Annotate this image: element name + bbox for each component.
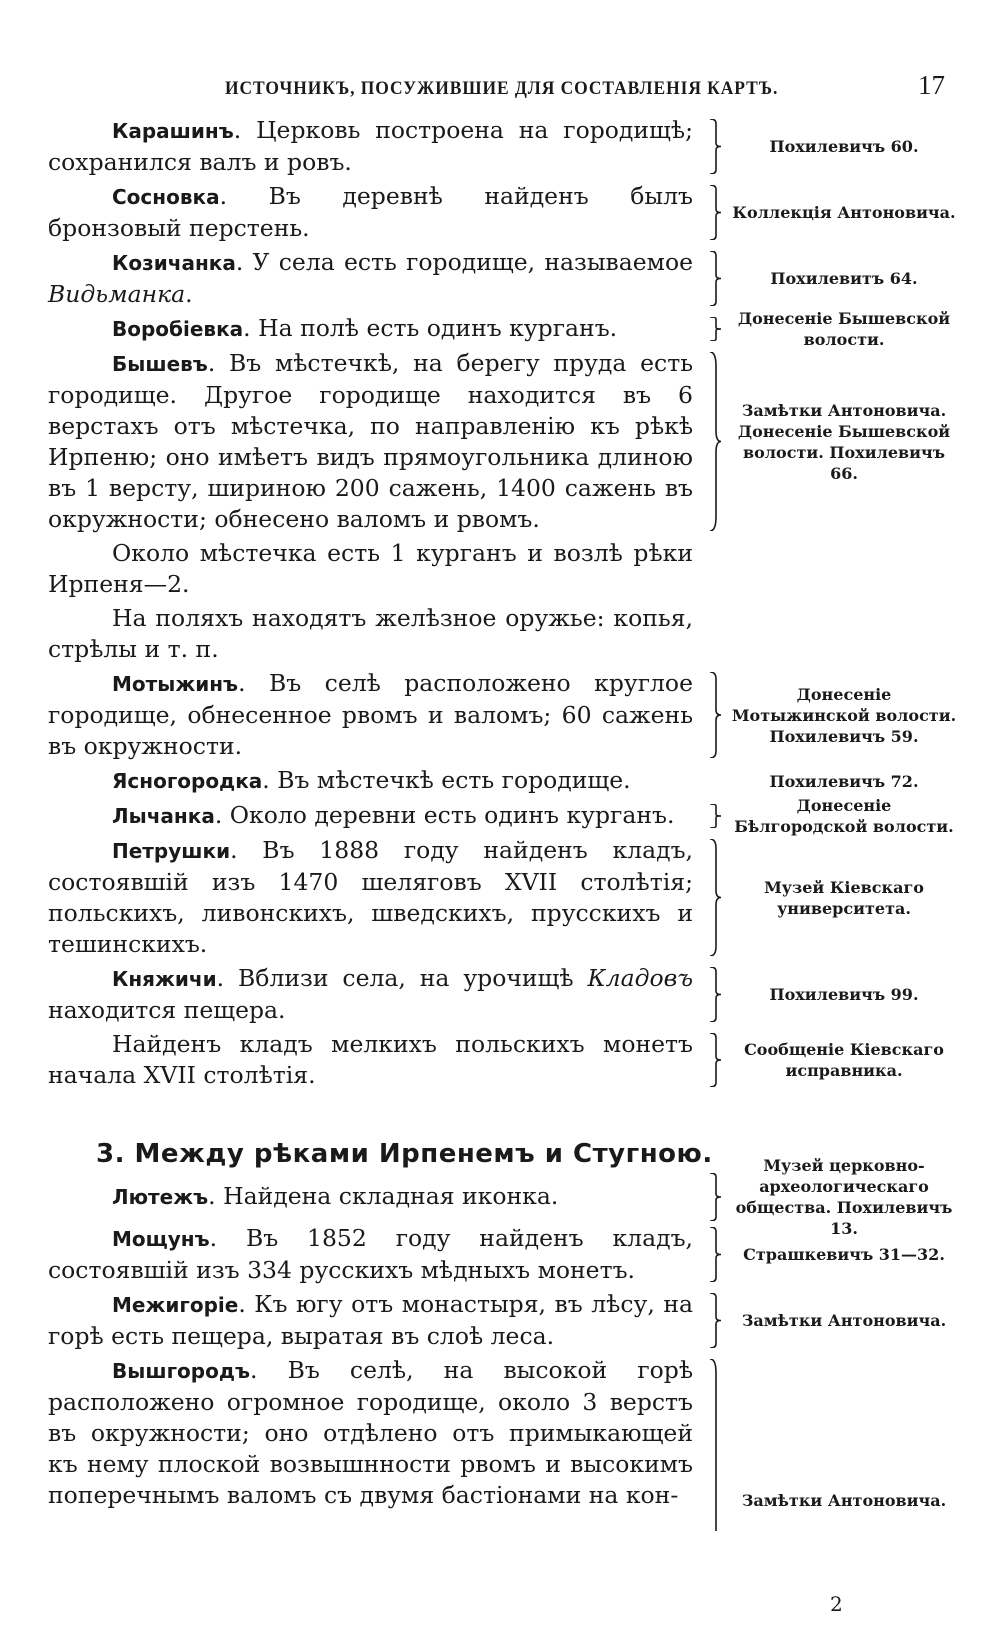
entry-place-name: Мотыжинъ bbox=[112, 672, 239, 696]
entry-text bbox=[48, 348, 693, 535]
entry-text bbox=[48, 247, 693, 310]
source-note: Донесеніе Бѣлгородской волости. bbox=[734, 796, 954, 836]
entry-description: . Въ мѣстечкѣ, на берегу пруда есть городище. Другое городище находится въ 6 верстахъ отъ мѣстечка, по направленію къ рѣкѣ Ирпеню; оно имѣетъ видъ прямоугольника длиною въ 1 версту, шириною 200 сажень, 1400 сажень въ окружности; обнесено валомъ и рвомъ. bbox=[48, 349, 693, 533]
right-brace bbox=[708, 839, 722, 956]
entry-knyazhichi bbox=[48, 963, 958, 1026]
right-brace bbox=[708, 251, 722, 306]
entry-lychanka bbox=[48, 796, 958, 836]
source-note: Замѣтки Антоновича. Донесеніе Бышевской волости. Похилевичъ 66. bbox=[737, 400, 951, 483]
entry-description: . Въ селѣ расположено круглое городище, обнесенное рвомъ и валомъ; 60 сажень въ окружности. bbox=[48, 669, 693, 760]
entry-place-name: Межигоріе bbox=[112, 1293, 239, 1317]
entry-vyshgorod bbox=[48, 1355, 958, 1511]
entry-place-name: Козичанка bbox=[112, 251, 236, 275]
right-brace bbox=[708, 1227, 722, 1282]
page-header bbox=[225, 70, 945, 110]
entry-place-name: Петрушки bbox=[112, 839, 231, 863]
entry-text bbox=[48, 1181, 693, 1213]
source-note: Похилевитъ 64. bbox=[770, 269, 918, 288]
entry-petrushki bbox=[48, 835, 958, 960]
entries-list bbox=[48, 115, 958, 1514]
source-note: Похилевичъ 99. bbox=[769, 985, 919, 1004]
entry-description: . Въ селѣ, на высокой горѣ расположено огромное городище, около 3 верстъ въ окружности; оно отдѣлено отъ примыкающей къ нему плоской возвышнности рвомъ и высокимъ поперечнымъ валомъ съ двумя бастіонами на кон- bbox=[48, 1356, 693, 1509]
source-note: Сообщеніе Кіевскаго исправника. bbox=[744, 1040, 944, 1080]
entry-text bbox=[48, 1223, 693, 1286]
entry-place-name: Бышевъ bbox=[112, 352, 208, 376]
entry-text bbox=[48, 800, 693, 832]
entry-text bbox=[48, 181, 693, 244]
entry-yasnogorodka bbox=[48, 765, 958, 797]
right-brace bbox=[708, 317, 722, 341]
entry-description: . Къ югу отъ монастыря, въ лѣсу, на горѣ есть пещера, выратая въ слоѣ леса. bbox=[48, 1290, 693, 1350]
source-note: Музей церковно-археологическаго общества. Похилевичъ 13. bbox=[735, 1156, 953, 1238]
right-brace bbox=[708, 967, 722, 1022]
right-brace bbox=[708, 1173, 722, 1221]
entry-description: . Въ мѣстечкѣ есть городище. bbox=[262, 766, 631, 794]
source-note: Страшкевичъ 31—32. bbox=[743, 1245, 945, 1264]
entry-place-name: Княжичи bbox=[112, 967, 217, 991]
entry-place-name: Мощунъ bbox=[112, 1227, 210, 1251]
entry-place-name: Карашинъ bbox=[112, 119, 234, 143]
right-brace bbox=[708, 119, 722, 174]
running-head: ИСТОЧНИКЪ, ПОСУЖИВШИЕ ДЛЯ СОСТАВЛЕНІЯ КАРТЪ. bbox=[225, 78, 779, 99]
entry-knyazhichi-treasure bbox=[48, 1029, 958, 1091]
source-note: Похилевичъ 60. bbox=[769, 137, 919, 156]
page-number: 17 bbox=[918, 70, 945, 100]
entry-text: Найденъ кладъ мелкихъ польскихъ монетъ начала XVII столѣтія. bbox=[48, 1030, 693, 1089]
right-brace bbox=[708, 1359, 722, 1531]
entry-vorobievka bbox=[48, 309, 958, 349]
entry-description: . Около деревни есть одинъ курганъ. bbox=[214, 801, 675, 829]
entry-moshchun bbox=[48, 1223, 958, 1286]
entry-text bbox=[48, 963, 693, 1026]
source-note: Коллекція Антоновича. bbox=[732, 203, 956, 222]
entry-description: . Вблизи села, на урочищѣ bbox=[216, 964, 588, 992]
entry-place-name: Лычанка bbox=[112, 804, 215, 828]
section-title: 3. Между рѣками Ирпенемъ и Стугною. bbox=[96, 1139, 713, 1169]
entry-italic-name: Видьманка bbox=[48, 280, 186, 308]
entry-place-name: Воробіевка bbox=[112, 317, 244, 341]
entry-place-name: Сосновка bbox=[112, 185, 220, 209]
entry-text bbox=[48, 1289, 693, 1352]
entry-mezhigorie bbox=[48, 1289, 958, 1352]
entry-text bbox=[48, 835, 693, 960]
entry-description: . На полѣ есть одинъ курганъ. bbox=[243, 314, 618, 342]
entry-place-name: Лютежъ bbox=[112, 1185, 209, 1209]
entry-sosnovka bbox=[48, 181, 958, 244]
entry-text: Около мѣстечка есть 1 курганъ и возлѣ рѣки Ирпеня—2. bbox=[48, 539, 693, 598]
source-note: Замѣтки Антоновича. bbox=[741, 1491, 947, 1510]
entry-text bbox=[48, 765, 693, 797]
entry-description: . Въ 1888 году найденъ кладъ, состоявшій изъ 1470 шеляговъ XVII столѣтія; польскихъ, ливонскихъ, шведскихъ, прусскихъ и тешинскихъ. bbox=[48, 836, 693, 958]
entry-description: . Церковь построена на городищѣ; сохранился валъ и ровъ. bbox=[48, 116, 693, 176]
entry-byshev-weapons bbox=[48, 603, 958, 665]
right-brace bbox=[708, 1293, 722, 1348]
entry-text bbox=[48, 668, 693, 762]
entry-italic-name: Кладовъ bbox=[587, 964, 693, 992]
right-brace bbox=[708, 804, 722, 828]
entry-motyzhin bbox=[48, 668, 958, 762]
right-brace bbox=[708, 672, 722, 758]
entry-description: . Въ 1852 году найденъ кладъ, состоявшій изъ 334 русскихъ мѣдныхъ монетъ. bbox=[48, 1224, 693, 1284]
right-brace bbox=[708, 352, 722, 531]
source-note: Музей Кіевскаго университета. bbox=[764, 877, 924, 918]
source-note: Похилевичъ 72. bbox=[769, 771, 919, 791]
entry-text bbox=[48, 1355, 693, 1511]
entry-description: . Найдена складная иконка. bbox=[208, 1182, 559, 1210]
entry-description: . У села есть городище, называемое bbox=[235, 248, 693, 276]
entry-kozichanka bbox=[48, 247, 958, 310]
source-note: Замѣтки Антоновича. bbox=[741, 1311, 947, 1330]
entry-place-name: Вышгородъ bbox=[112, 1359, 250, 1383]
signature-mark: 2 bbox=[830, 1592, 843, 1616]
entry-text: На поляхъ находятъ желѣзное оружье: копья, стрѣлы и т. п. bbox=[48, 604, 693, 663]
right-brace bbox=[708, 1033, 722, 1087]
right-brace bbox=[708, 185, 722, 240]
entry-description: . Въ деревнѣ найденъ былъ бронзовый перстень. bbox=[48, 182, 693, 242]
entry-karashin bbox=[48, 115, 958, 178]
source-note: Донесеніе Мотыжинской волости. Похилевичъ 59. bbox=[731, 684, 957, 746]
entry-text bbox=[48, 115, 693, 178]
entry-tail: находится пещера. bbox=[48, 996, 286, 1024]
source-note: Донесеніе Бышевской волости. bbox=[737, 309, 951, 349]
entry-tail: . bbox=[185, 280, 193, 308]
entry-byshev-kurgan bbox=[48, 538, 958, 600]
entry-place-name: Ясногородка bbox=[112, 769, 263, 793]
entry-byshev bbox=[48, 348, 958, 535]
entry-lyutezh bbox=[48, 1156, 958, 1238]
entry-text bbox=[48, 313, 693, 345]
